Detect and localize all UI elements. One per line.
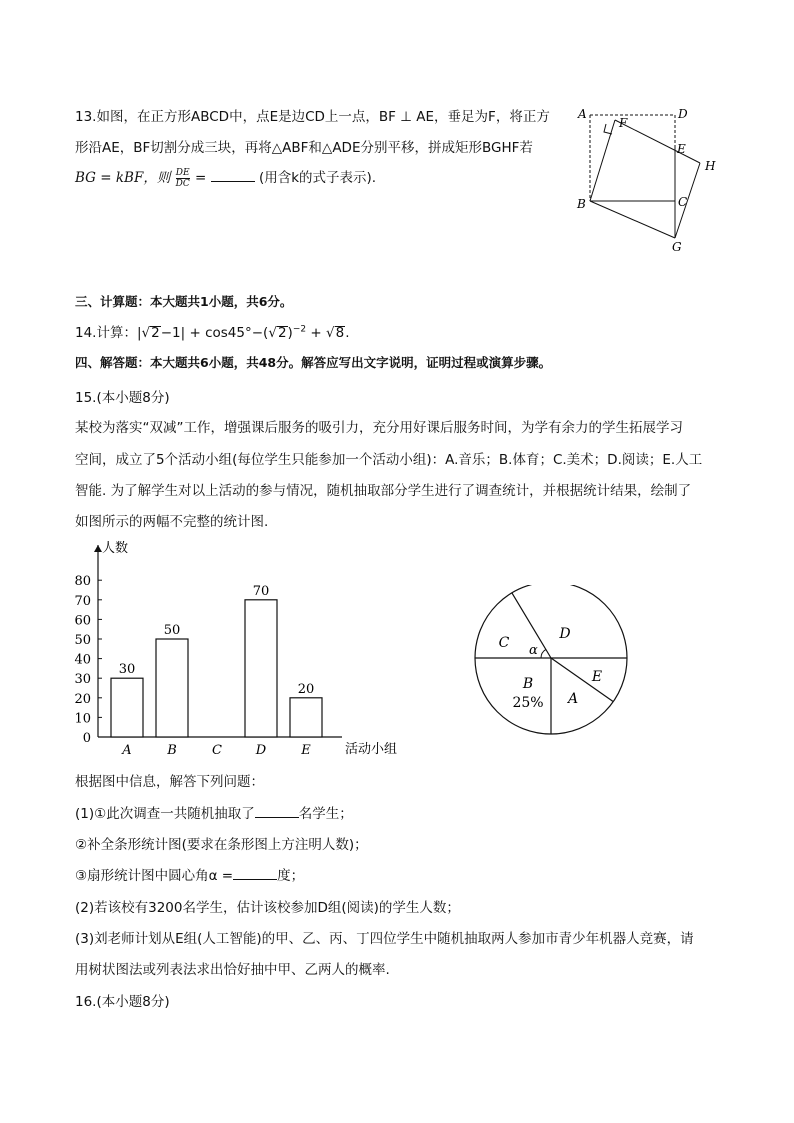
q15-paragraph-line1: 某校为落实“双减”工作，增强课后服务的吸引力，充分用好课后服务时间，为学有余力的学生拓展学习 <box>75 420 683 436</box>
q15-sub3b: 用树状图法或列表法求出恰好抽中甲、乙两人的概率. <box>75 962 390 978</box>
q13-answer-blank[interactable] <box>211 169 255 182</box>
bar-y-tick-label: 0 <box>82 731 91 746</box>
pie-slice-label-e: E <box>591 669 603 685</box>
q15-paragraph-line4: 如图所示的两幅不完整的统计图. <box>75 514 269 530</box>
q15-sub1b: ②补全条形统计图(要求在条形图上方注明人数)； <box>75 837 368 853</box>
q15-paragraph-line2: 空间，成立了5个活动小组(每位学生只能参加一个活动小组)：A.音乐；B.体育；C.美术；D.阅读；E.人工 <box>75 452 703 468</box>
q13-label-a: A <box>578 107 587 121</box>
pie-alpha-label: α <box>529 643 538 658</box>
bar-y-tick-label: 80 <box>74 574 91 590</box>
pie-slice-label-a: A <box>567 691 579 707</box>
q15-sub1a-blank[interactable] <box>255 805 299 818</box>
q15-header: 15.(本小题8分) <box>75 390 170 406</box>
q13-fraction: $\frac{DE}{DC}$ <box>175 167 190 189</box>
q15-prompt: 根据图中信息，解答下列问题： <box>75 774 264 790</box>
q15-sub1a: (1)①此次调查一共随机抽取了 名学生； <box>75 806 353 822</box>
bar-data-label-e: 20 <box>297 681 315 697</box>
bar-e <box>290 698 322 737</box>
bar-x-tick-label-b: B <box>167 743 177 758</box>
section3-title: 三、计算题：本大题共1小题，共6分。 <box>75 294 293 309</box>
bar-y-tick-label: 10 <box>74 711 91 727</box>
q15-sub1c: ③扇形统计图中圆心角α = 度； <box>75 868 305 884</box>
q15-paragraph-line3: 智能. 为了解学生对以上活动的参与情况，随机抽取部分学生进行了调查统计，并根据统计结果，绘制了 <box>75 483 692 499</box>
q16-header: 16.(本小题8分) <box>75 994 170 1010</box>
bar-x-tick-label-c: C <box>212 743 222 758</box>
bar-y-tick-label: 40 <box>74 652 91 668</box>
q13-label-e: E <box>677 142 686 156</box>
bar-a <box>111 678 143 737</box>
q13-label-d: D <box>678 107 688 121</box>
pie-slice-label-c: C <box>498 635 510 651</box>
bar-x-tick-label-a: A <box>122 743 132 758</box>
q13-edge-fh <box>615 120 700 163</box>
bar-y-axis-label: 人数 <box>102 541 129 556</box>
q13-figure <box>560 100 730 260</box>
bar-y-tick-label: 50 <box>74 633 91 648</box>
bar-d <box>245 600 277 737</box>
bar-x-tick-label-d: D <box>255 743 267 758</box>
pie-slice-percent-b: 25% <box>512 695 544 711</box>
bar-data-label-a: 30 <box>118 662 136 678</box>
q13-edge-bf <box>590 120 615 201</box>
q13-label-g: G <box>672 240 682 254</box>
q15-sub2: (2)若该校有3200名学生，估计该校参加D组(阅读)的学生人数； <box>75 900 460 916</box>
q13-label-h: H <box>705 159 716 173</box>
bar-x-axis-label: 活动小组 <box>345 742 398 757</box>
section4-title: 四、解答题：本大题共6小题，共48分。解答应写出文字说明，证明过程或演算步骤。 <box>75 355 552 370</box>
q13-label-c: C <box>678 195 688 209</box>
bar-data-label-b: 50 <box>163 623 181 638</box>
q13-label-f: F <box>619 116 628 130</box>
q14-expression: 14.计算：$|√2-1| + \cos 45^\circ-(√2)^{-2} + √8$. <box>75 324 350 341</box>
bar-chart <box>60 535 420 765</box>
pie-chart <box>465 585 640 760</box>
q13-line1: 13.如图，在正方形ABCD中，点E是边CD上一点，BF ⊥ AE，垂足为F，将正方 <box>75 109 550 125</box>
bar-b <box>156 639 188 737</box>
bar-y-tick-label: 30 <box>74 672 91 688</box>
q15-sub3a: (3)刘老师计划从E组(人工智能)的甲、乙、丙、丁四位学生中随机抽取两人参加市青少年机器人竞赛，请 <box>75 931 694 947</box>
q13-line3: BG = kBF，则 $\frac{DE}{DC}$ = (用含k的式子表示). <box>75 167 377 189</box>
bar-x-tick-label-e: E <box>301 743 311 758</box>
q13-edge-gb <box>590 201 675 238</box>
pie-slice-label-b: B <box>522 676 534 692</box>
bar-y-tick-label: 70 <box>74 593 91 609</box>
bar-y-tick-label: 20 <box>74 691 91 707</box>
bar-y-tick-label: 60 <box>74 613 91 629</box>
q13-line2: 形沿AE，BF切割分成三块，再将△ABF和△ADE分别平移，拼成矩形BGHF若 <box>75 140 533 156</box>
pie-slice-label-d: D <box>559 626 571 642</box>
bar-y-axis-arrow <box>94 545 102 552</box>
q15-sub1c-blank[interactable] <box>233 867 277 880</box>
q13-label-b: B <box>577 197 586 211</box>
bar-data-label-d: 70 <box>252 583 270 599</box>
